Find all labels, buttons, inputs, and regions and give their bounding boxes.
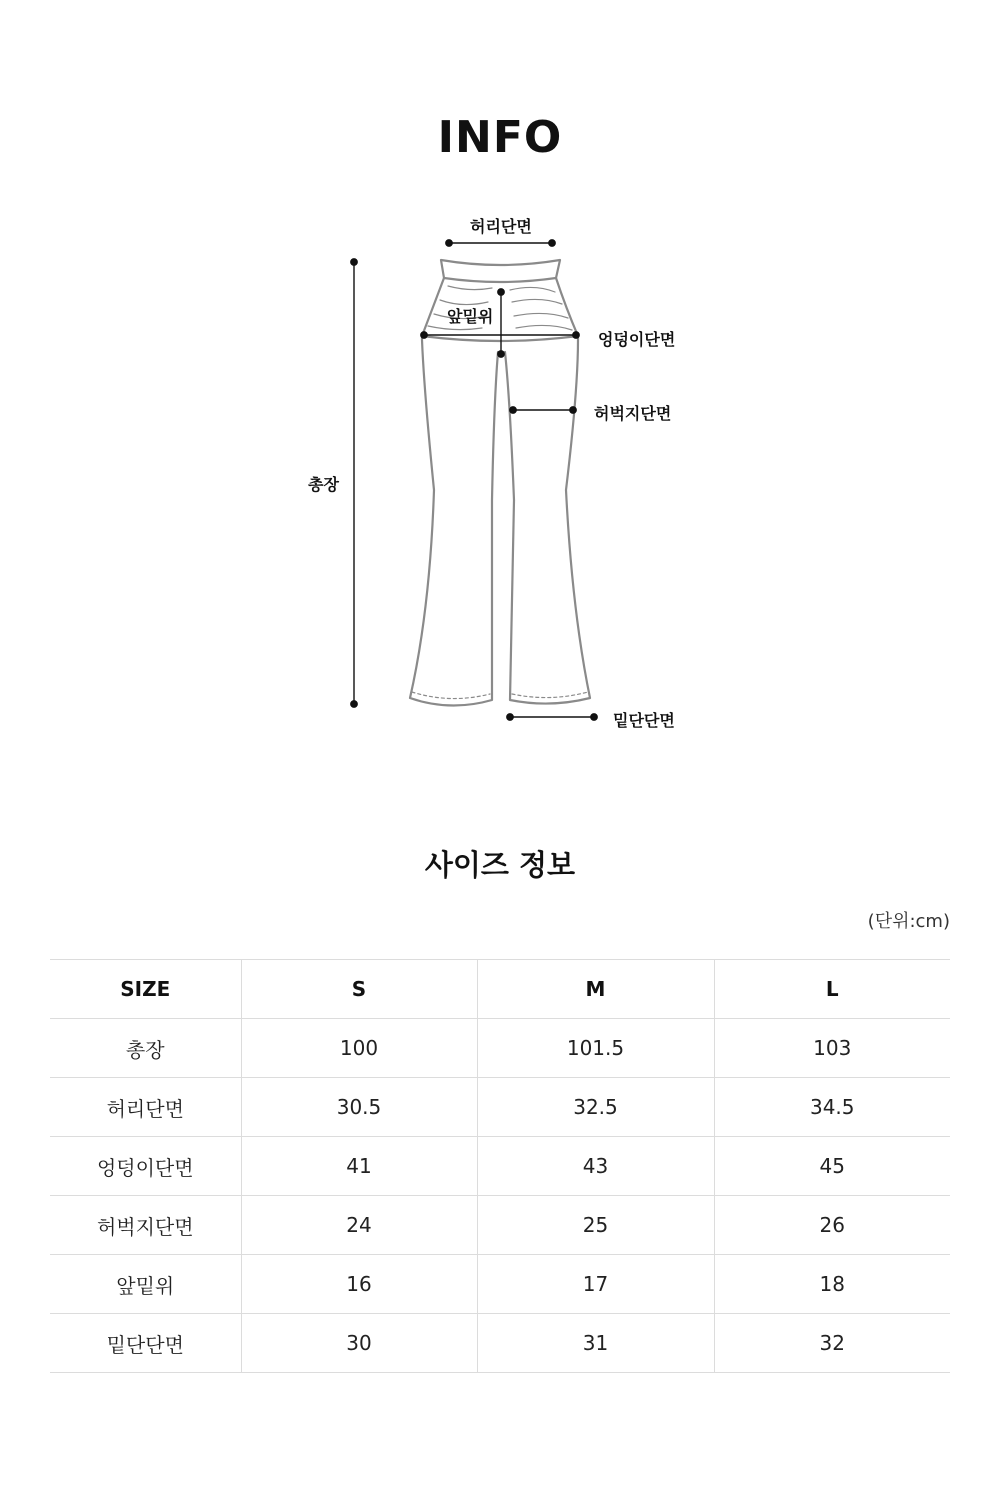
size-table bbox=[50, 959, 950, 1373]
table-row bbox=[50, 1137, 950, 1196]
label-thigh: 허벅지단면 bbox=[594, 404, 672, 423]
header-l: L bbox=[714, 960, 950, 1019]
cell-value: 34.5 bbox=[714, 1078, 950, 1137]
cell-value: 17 bbox=[477, 1255, 714, 1314]
cell-value: 32 bbox=[714, 1314, 950, 1373]
table-row bbox=[50, 1196, 950, 1255]
table-header-row bbox=[50, 960, 950, 1019]
header-m: M bbox=[477, 960, 714, 1019]
pants-illustration bbox=[0, 190, 1000, 750]
size-diagram bbox=[0, 190, 1000, 750]
cell-value: 26 bbox=[714, 1196, 950, 1255]
row-label: 총장 bbox=[50, 1019, 241, 1078]
table-row bbox=[50, 1255, 950, 1314]
label-hip: 엉덩이단면 bbox=[598, 330, 676, 349]
unit-note: (단위:cm) bbox=[867, 911, 950, 932]
size-info-title: 사이즈 정보 bbox=[424, 848, 576, 882]
info-title: INFO bbox=[437, 112, 563, 163]
header-s: S bbox=[241, 960, 477, 1019]
label-front-rise: 앞밑위 bbox=[447, 307, 494, 326]
cell-value: 103 bbox=[714, 1019, 950, 1078]
label-total-length: 총장 bbox=[308, 475, 339, 494]
row-label: 엉덩이단면 bbox=[50, 1137, 241, 1196]
cell-value: 25 bbox=[477, 1196, 714, 1255]
cell-value: 101.5 bbox=[477, 1019, 714, 1078]
row-label: 밑단단면 bbox=[50, 1314, 241, 1373]
cell-value: 30 bbox=[241, 1314, 477, 1373]
label-hem: 밑단단면 bbox=[613, 711, 675, 730]
cell-value: 16 bbox=[241, 1255, 477, 1314]
table-row bbox=[50, 1078, 950, 1137]
cell-value: 31 bbox=[477, 1314, 714, 1373]
table-row bbox=[50, 1019, 950, 1078]
row-label: 허벅지단면 bbox=[50, 1196, 241, 1255]
cell-value: 24 bbox=[241, 1196, 477, 1255]
label-waist: 허리단면 bbox=[470, 217, 532, 236]
row-label: 허리단면 bbox=[50, 1078, 241, 1137]
cell-value: 30.5 bbox=[241, 1078, 477, 1137]
cell-value: 43 bbox=[477, 1137, 714, 1196]
cell-value: 100 bbox=[241, 1019, 477, 1078]
row-label: 앞밑위 bbox=[50, 1255, 241, 1314]
cell-value: 45 bbox=[714, 1137, 950, 1196]
cell-value: 32.5 bbox=[477, 1078, 714, 1137]
cell-value: 18 bbox=[714, 1255, 950, 1314]
header-size: SIZE bbox=[50, 960, 241, 1019]
table-row bbox=[50, 1314, 950, 1373]
cell-value: 41 bbox=[241, 1137, 477, 1196]
